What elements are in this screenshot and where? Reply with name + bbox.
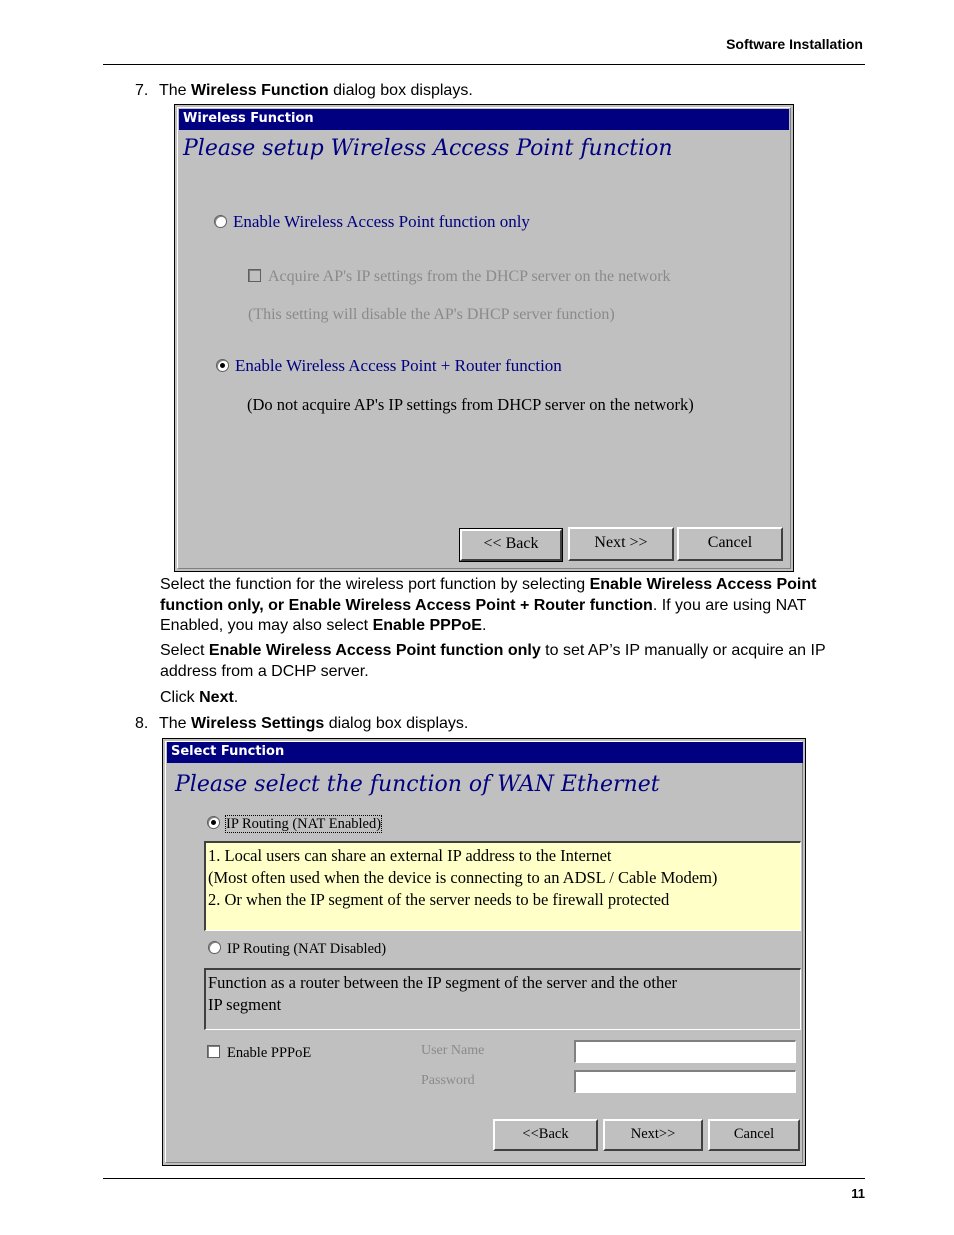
cancel-button[interactable]: Cancel (708, 1119, 800, 1151)
dialog-titlebar: Wireless Function (179, 109, 789, 130)
ap-only-note: (This setting will disable the AP's DHCP server function) (248, 306, 615, 323)
back-button[interactable]: << Back (460, 529, 562, 561)
header-rule (103, 64, 865, 65)
footer-rule (103, 1178, 865, 1179)
radio-selected-icon[interactable] (207, 816, 220, 829)
password-input[interactable] (574, 1070, 796, 1093)
dialog-titlebar: Select Function (167, 742, 803, 763)
dialog-heading: Please setup Wireless Access Point function (183, 136, 673, 161)
enable-ap-router-radio[interactable]: Enable Wireless Access Point + Router function (216, 356, 562, 376)
checkbox-icon[interactable] (207, 1045, 220, 1058)
enable-ap-only-radio[interactable]: Enable Wireless Access Point function only (214, 212, 530, 232)
page-number: 11 (851, 1186, 865, 1201)
user-name-input[interactable] (574, 1040, 796, 1063)
next-button[interactable]: Next>> (603, 1119, 703, 1151)
back-button[interactable]: <<Back (493, 1119, 598, 1151)
para-click-next: Click Next. (160, 689, 239, 706)
nat-enabled-radio[interactable]: IP Routing (NAT Enabled) (207, 816, 381, 833)
checkbox-icon[interactable] (248, 269, 261, 282)
running-header: Software Installation (726, 36, 863, 52)
wireless-function-dialog (174, 104, 794, 572)
select-function-dialog (162, 738, 806, 1166)
password-label: Password (421, 1073, 475, 1088)
nat-disabled-description: Function as a router between the IP segment of the server and the other IP segment (204, 968, 801, 1030)
user-name-label: User Name (421, 1043, 485, 1058)
next-button[interactable]: Next >> (568, 527, 674, 561)
acquire-dhcp-checkbox[interactable]: Acquire AP's IP settings from the DHCP server on the network (248, 268, 671, 286)
dialog-heading: Please select the function of WAN Ethernet (175, 772, 660, 797)
para-select-ap-only: Select Enable Wireless Access Point function only to set AP’s IP manually or acquire an IP address from a DCHP server. (160, 642, 826, 680)
radio-selected-icon[interactable] (216, 359, 229, 372)
step-8: 8. The Wireless Settings dialog box displays. (135, 715, 469, 732)
enable-pppoe-checkbox[interactable]: Enable PPPoE (207, 1045, 311, 1062)
radio-icon[interactable] (208, 941, 221, 954)
ap-router-note: (Do not acquire AP's IP settings from DHCP server on the network) (247, 395, 694, 414)
step-7: 7. The Wireless Function dialog box displays. (135, 82, 473, 99)
nat-enabled-description: 1. Local users can share an external IP address to the Internet (Most often used when the device is connecting to an ADSL / Cable Modem) 2. Or when the IP segment of the server needs to be firewall protected (204, 841, 801, 931)
radio-icon[interactable] (214, 215, 227, 228)
cancel-button[interactable]: Cancel (677, 527, 783, 561)
nat-disabled-radio[interactable]: IP Routing (NAT Disabled) (208, 941, 386, 958)
para-select-function: Select the function for the wireless port function by selecting Enable Wireless Access Point function only, or Enable Wireless Access Point + Router function. If you are using NAT Enabled, you may also select Enable PPPoE. (160, 576, 817, 634)
